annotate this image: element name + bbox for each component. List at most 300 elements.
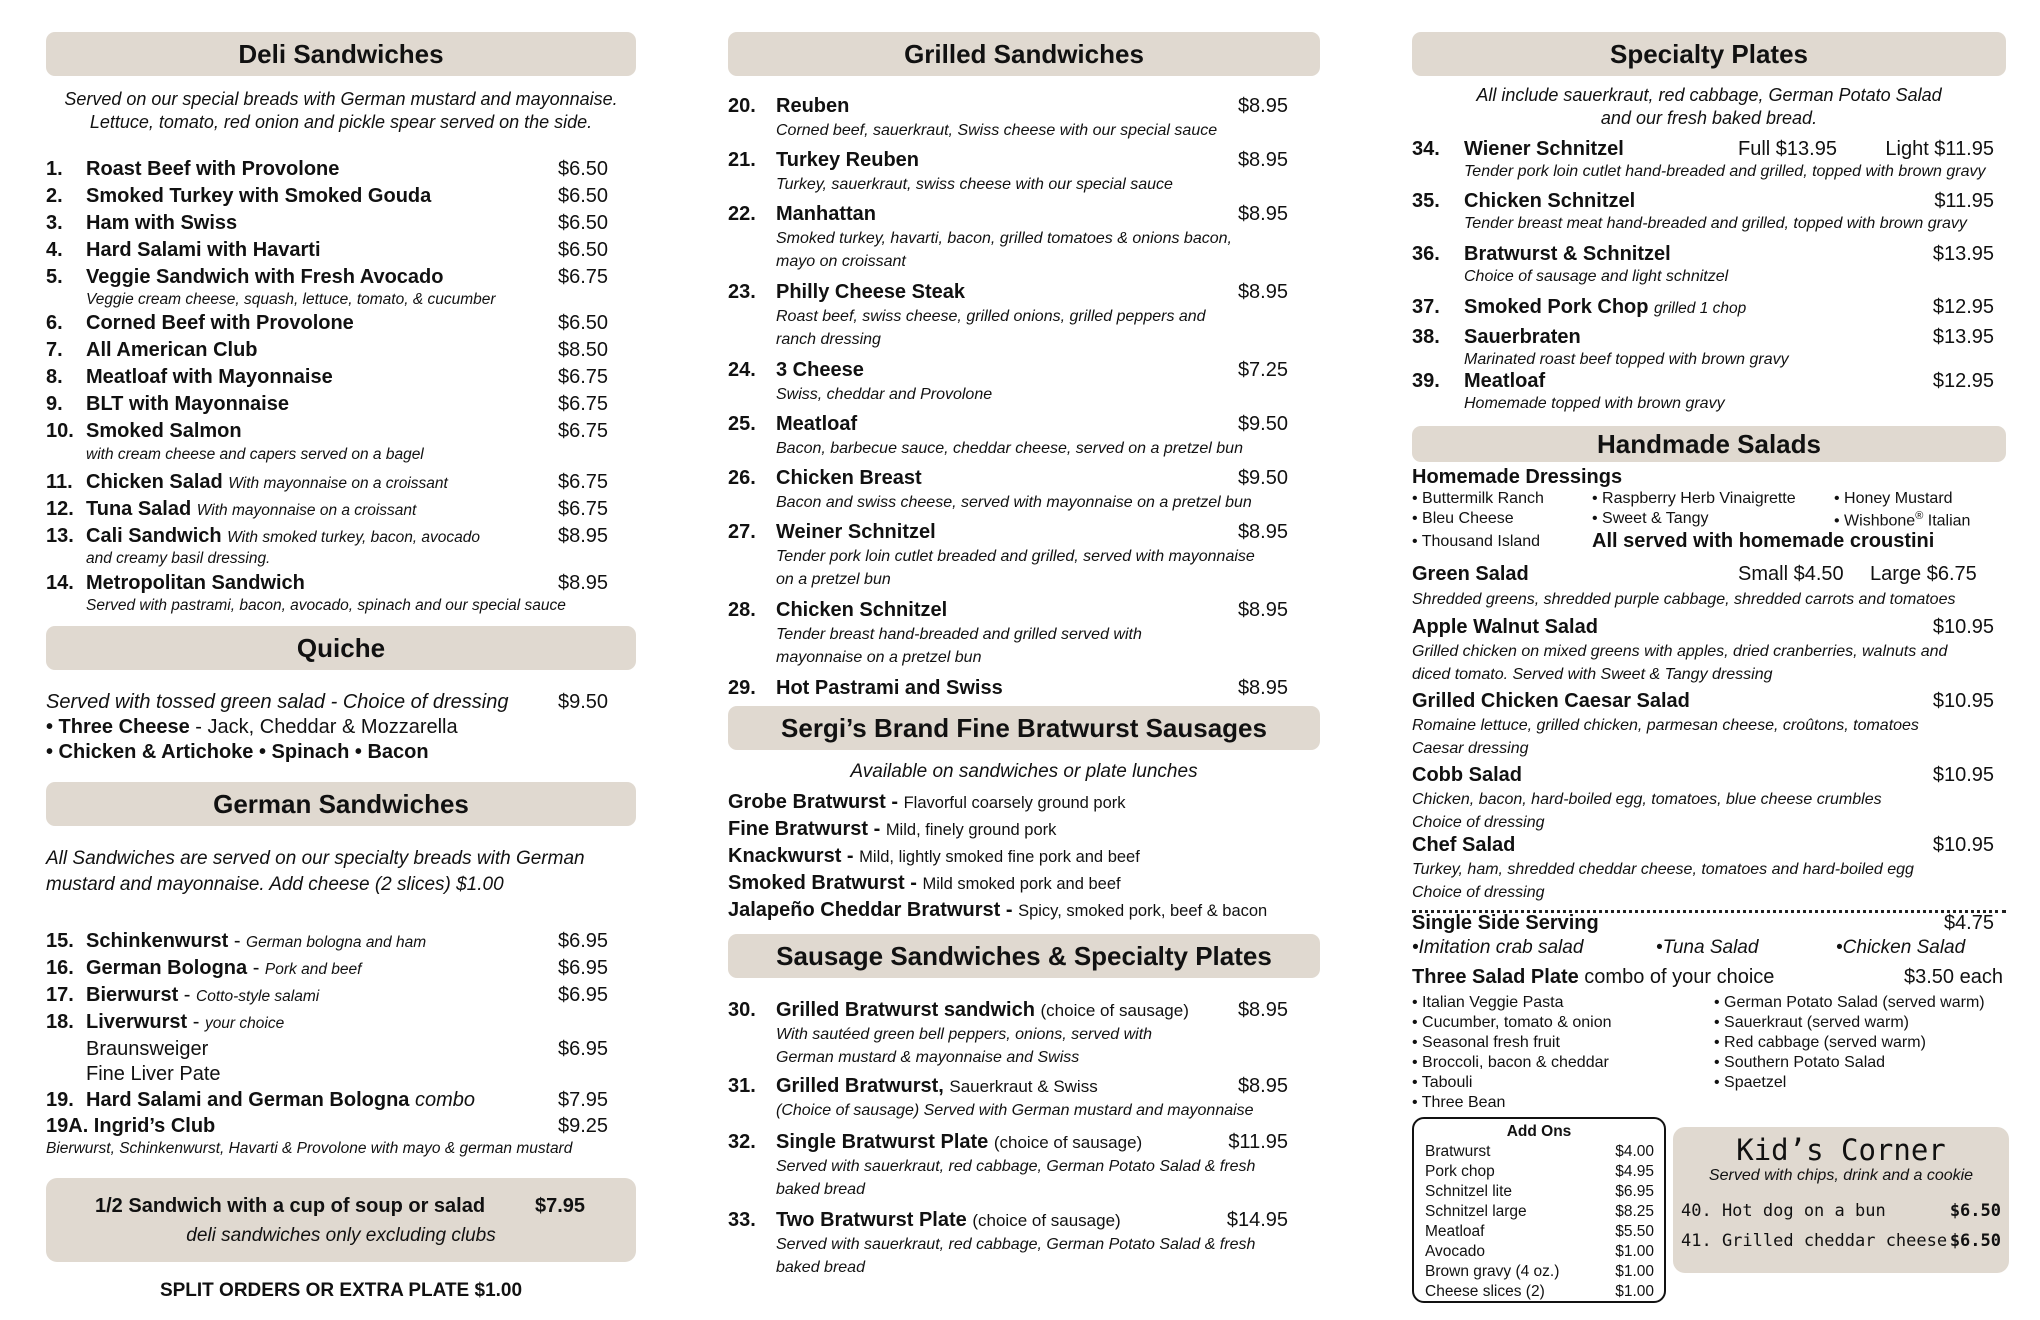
item-name: Chicken Breast: [776, 467, 922, 489]
quiche-title: Quiche: [296, 632, 386, 663]
liverwurst-braunsweiger: Braunsweiger: [86, 1038, 209, 1060]
item-name: Turkey Reuben: [776, 149, 919, 171]
item-desc-line2: baked bread: [776, 1180, 865, 1198]
item-price: $6.75: [558, 366, 609, 388]
item-name-text: Chicken Salad: [86, 471, 223, 493]
item-number: 15.: [46, 930, 74, 952]
sausage-desc: Flavorful coarsely ground pork: [903, 794, 1126, 812]
item-price: $9.50: [1237, 467, 1288, 489]
addon-price: $1.00: [1615, 1263, 1654, 1280]
side-option: • Red cabbage (served warm): [1714, 1034, 1926, 1051]
dressing-thousand-island: • Thousand Island: [1412, 533, 1541, 550]
item-name: [86, 419, 242, 443]
side-option: • Tabouli: [1412, 1074, 1473, 1091]
salad-desc-line2: Choice of dressing: [1412, 884, 1545, 901]
single-side-tuna: •Tuna Salad: [1656, 937, 1759, 958]
item-number: 14.: [46, 572, 74, 594]
dressing-buttermilk-ranch: • Buttermilk Ranch: [1412, 490, 1544, 507]
item-desc: [776, 1024, 1290, 1069]
item-desc-line1: Smoked turkey, havarti, bacon, grilled tomatoes & onions bacon,: [776, 230, 1232, 247]
item-name-text: Smoked Turkey with Smoked Gouda: [86, 185, 432, 207]
specialty-intro-line1: All include sauerkraut, red cabbage, German Potato Salad: [1476, 85, 1942, 105]
item-desc-line2: on a pretzel bun: [776, 570, 891, 588]
item-name: Weiner Schnitzel: [776, 521, 936, 543]
item-name-text: Smoked Pork Chop: [1464, 296, 1649, 318]
item-price: $6.50: [558, 158, 609, 180]
kids-item: [1681, 1201, 2001, 1221]
item-desc: [776, 492, 1290, 515]
item-number: 18.: [46, 1011, 74, 1033]
item-name-text: Sauerbraten: [1464, 326, 1581, 348]
item-desc: [776, 228, 1290, 273]
item-desc-line1: Swiss, cheddar and Provolone: [776, 386, 993, 403]
item-price: $6.75: [558, 393, 609, 415]
item-price: $13.95: [1932, 243, 1994, 265]
item-name-text: Meatloaf with Mayonnaise: [86, 366, 333, 388]
item-name: Reuben: [776, 95, 850, 117]
item-number: 25.: [728, 413, 756, 435]
item-number: 7.: [46, 339, 63, 361]
salad-desc-line1: Chicken, bacon, hard-boiled egg, tomatoes, blue cheese crumbles: [1412, 791, 1882, 808]
quiche-price: $9.50: [558, 691, 609, 713]
sausage-sep: -: [841, 845, 860, 867]
salad-desc-line2: diced tomato. Served with Sweet & Tangy dressing: [1412, 666, 1773, 683]
addon-row: [1425, 1203, 1654, 1223]
item-number: 35.: [1412, 190, 1440, 212]
deli-title: Deli Sandwiches: [238, 38, 444, 69]
item-desc-line2: mayo on croissant: [776, 252, 906, 270]
item-name: [1464, 295, 1746, 321]
item-inline-desc: With mayonnaise on a croissant: [228, 475, 448, 492]
item-name: [86, 365, 333, 389]
item-name-text: Tuna Salad: [86, 498, 192, 520]
half-sandwich-note: deli sandwiches only excluding clubs: [186, 1225, 496, 1246]
item-price: $13.95: [1932, 326, 1994, 348]
item-desc: [776, 1100, 1290, 1123]
dressing-sweet-tangy: • Sweet & Tangy: [1592, 510, 1709, 527]
item-name: 3 Cheese: [776, 359, 864, 381]
sausage-desc: Spicy, smoked pork, beef & bacon: [1018, 902, 1268, 920]
item-desc-line2: ranch dressing: [776, 330, 881, 348]
item-desc-line1: Tender breast hand-breaded and grilled served with: [776, 626, 1142, 643]
item-name: [86, 184, 431, 208]
item-desc: [776, 438, 1290, 461]
item-name: Hot Pastrami and Swiss: [776, 677, 1003, 699]
item-desc-line1: Corned beef, sauerkraut, Swiss cheese with our special sauce: [776, 122, 1218, 139]
sausage-sep: -: [868, 818, 886, 840]
quiche-banner: [46, 626, 636, 670]
half-sandwich-title: 1/2 Sandwich with a cup of soup or salad: [95, 1195, 486, 1217]
item-price: $12.95: [1932, 370, 1994, 392]
quiche-desc: Served with tossed green salad - Choice of dressing: [46, 691, 509, 713]
salad-price: $10.95: [1932, 764, 1994, 786]
item-name-text: Ham with Swiss: [86, 212, 238, 234]
item-desc: Homemade topped with brown gravy: [1464, 395, 1725, 412]
item-price: $8.95: [558, 525, 609, 547]
item-desc: Choice of sausage and light schnitzel: [1464, 268, 1729, 285]
addon-price: $1.00: [1615, 1243, 1654, 1260]
deli-banner: [46, 32, 636, 76]
addon-row: [1425, 1163, 1654, 1183]
side-option: • Broccoli, bacon & cheddar: [1412, 1054, 1609, 1071]
salads-banner: [1412, 426, 2006, 462]
salads-title: Handmade Salads: [1597, 428, 1821, 459]
salad-name: Cobb Salad: [1412, 764, 1523, 786]
salad-desc: [1412, 714, 1986, 760]
item-name: [86, 1088, 475, 1112]
deli-intro-line1: Served on our special breads with German mustard and mayonnaise.: [64, 89, 618, 109]
item-name: Manhattan: [776, 203, 876, 225]
item-number: 28.: [728, 599, 756, 621]
item-number: 5.: [46, 266, 63, 288]
item-name: [86, 1010, 284, 1036]
quiche-line3: • Chicken & Artichoke • Spinach • Bacon: [46, 741, 429, 763]
item-number: 32.: [728, 1131, 756, 1153]
item-desc: and creamy basil dressing.: [86, 550, 271, 567]
item-price: $8.95: [1237, 599, 1288, 621]
sergi-title: Sergi’s Brand Fine Bratwurst Sausages: [781, 712, 1267, 743]
item-name: [1464, 369, 1545, 393]
item-inline-desc: With mayonnaise on a croissant: [196, 502, 417, 519]
item-price: $8.95: [1237, 203, 1288, 225]
item-desc: Served with pastrami, bacon, avocado, spinach and our special sauce: [86, 597, 566, 614]
item-number: 20.: [728, 95, 756, 117]
green-salad-desc: Shredded greens, shredded purple cabbage, shredded carrots and tomatoes: [1412, 591, 1956, 608]
item-desc-line1: Bacon, barbecue sauce, cheddar cheese, served on a pretzel bun: [776, 440, 1243, 457]
item-inline-desc: your choice: [204, 1015, 285, 1032]
item-name: [86, 956, 361, 982]
item-number: 8.: [46, 366, 63, 388]
item-desc-line1: (Choice of sausage) Served with German mustard and mayonnaise: [776, 1102, 1254, 1119]
sausage-name: Grobe Bratwurst: [728, 791, 886, 813]
green-salad-small: Small $4.50: [1738, 563, 1844, 585]
item-number: 3.: [46, 212, 63, 234]
item-name-text: Bierwurst: [86, 984, 179, 1006]
wishbone-italian: Italian: [1923, 512, 1971, 530]
item-number: 16.: [46, 957, 74, 979]
item-name-text: Smoked Salmon: [86, 420, 242, 442]
item-name: 19A. Ingrid’s Club: [46, 1115, 216, 1137]
half-sandwich-price: $7.95: [535, 1195, 586, 1217]
dressings-title: Homemade Dressings: [1412, 466, 1623, 488]
item-name: [776, 1208, 1121, 1233]
dressing-honey-mustard: • Honey Mustard: [1834, 490, 1953, 507]
specialty-intro: [1412, 84, 2006, 130]
item-desc: [776, 120, 1290, 143]
addon-row: [1425, 1143, 1654, 1163]
sausage-variety: [728, 844, 1140, 869]
addon-name: Brown gravy (4 oz.): [1425, 1263, 1560, 1280]
item-desc: with cream cheese and capers served on a bagel: [86, 446, 424, 463]
sausage-sep: -: [885, 791, 904, 813]
item-number: 4.: [46, 239, 63, 261]
sausage-desc: Mild, finely ground pork: [885, 821, 1057, 839]
addon-name: Meatloaf: [1425, 1223, 1485, 1240]
sausage-desc: Mild, lightly smoked fine pork and beef: [859, 848, 1140, 866]
item-number: 27.: [728, 521, 756, 543]
specialty-banner: [1412, 32, 2006, 76]
quiche-three-cheese-desc: - Jack, Cheddar & Mozzarella: [189, 716, 458, 738]
three-salad-name: Three Salad Plate: [1412, 966, 1579, 988]
item-name-text: Hard Salami with Havarti: [86, 239, 321, 261]
item-inline-desc: With smoked turkey, bacon, avocado: [227, 529, 481, 546]
item-name-text: Hard Salami and German Bologna: [86, 1089, 410, 1111]
sausage-sep: -: [904, 872, 923, 894]
item-number: 22.: [728, 203, 756, 225]
side-option: • Seasonal fresh fruit: [1412, 1034, 1560, 1051]
item-number: 17.: [46, 984, 74, 1006]
item-price: $11.95: [1228, 1131, 1288, 1153]
item-number: 29.: [728, 677, 756, 699]
addon-price: $8.25: [1615, 1203, 1654, 1220]
three-salad-plate: [1412, 966, 1774, 989]
item-name: [86, 392, 289, 416]
dressing-raspberry: • Raspberry Herb Vinaigrette: [1592, 490, 1796, 507]
kids-item-name: 41. Grilled cheddar cheese: [1681, 1231, 1948, 1251]
item-name-text: Grilled Bratwurst sandwich: [776, 999, 1035, 1021]
item-name-text: Corned Beef with Provolone: [86, 312, 354, 334]
addon-name: Bratwurst: [1425, 1143, 1491, 1160]
salad-price: $10.95: [1932, 834, 1994, 856]
item-price: $6.75: [558, 266, 609, 288]
split-orders-note: SPLIT ORDERS OR EXTRA PLATE $1.00: [159, 1280, 523, 1301]
addon-row: [1425, 1243, 1654, 1263]
german-intro: [46, 846, 585, 898]
item-desc-line1: Turkey, sauerkraut, swiss cheese with our special sauce: [776, 176, 1173, 193]
item-name: [86, 157, 339, 181]
item-price: $9.50: [1237, 413, 1288, 435]
item-price: $6.95: [558, 930, 609, 952]
item-number: 34.: [1412, 138, 1440, 160]
salad-name: Apple Walnut Salad: [1412, 616, 1598, 638]
item-name-text: Roast Beef with Provolone: [86, 158, 340, 180]
item-name: [86, 571, 305, 595]
sausage-desc: Mild smoked pork and beef: [922, 875, 1121, 893]
item-name-text: Wiener Schnitzel: [1464, 138, 1624, 160]
item-price: $6.95: [558, 957, 609, 979]
item-sep: -: [228, 930, 247, 952]
german-intro-line1: All Sandwiches are served on our specialty breads with German: [46, 848, 585, 869]
item-desc-line2: German mustard & mayonnaise and Swiss: [776, 1048, 1080, 1066]
item-number: 21.: [728, 149, 756, 171]
grilled-banner: [728, 32, 1320, 76]
ingrids-club-desc: Bierwurst, Schinkenwurst, Havarti & Provolone with mayo & german mustard: [46, 1140, 573, 1157]
item-number: 11.: [46, 471, 73, 493]
item-name: Chicken Schnitzel: [776, 599, 948, 621]
addon-name: Schnitzel large: [1425, 1203, 1527, 1220]
item-number: 2.: [46, 185, 63, 207]
item-number: 1.: [46, 158, 63, 180]
item-name-text: Metropolitan Sandwich: [86, 572, 305, 594]
dressing-bleu-cheese: • Bleu Cheese: [1412, 510, 1514, 527]
single-side-crab: •Imitation crab salad: [1412, 937, 1584, 958]
item-name: [1464, 325, 1581, 349]
wishbone-text: • Wishbone: [1834, 512, 1916, 530]
item-desc: Tender breast meat hand-breaded and grilled, topped with brown gravy: [1464, 215, 1967, 232]
item-price: $14.95: [1226, 1209, 1288, 1231]
item-price: $8.95: [1237, 149, 1288, 171]
item-sep: -: [178, 984, 197, 1006]
sausage-variety: [728, 898, 1267, 923]
item-number: 10.: [46, 420, 74, 442]
item-price: $6.75: [558, 498, 609, 520]
item-desc: [776, 306, 1290, 351]
item-number: 31.: [728, 1075, 756, 1097]
item-name: [86, 211, 237, 235]
item-number: 9.: [46, 393, 63, 415]
specialty-title: Specialty Plates: [1610, 38, 1808, 69]
item-inline-desc: German bologna and ham: [246, 934, 427, 951]
sausage-sep: -: [1000, 899, 1019, 921]
item-desc-line2: baked bread: [776, 1258, 865, 1276]
item-desc-line1: Tender pork loin cutlet breaded and grilled, served with mayonnaise: [776, 548, 1255, 565]
item-name: [86, 983, 319, 1009]
registered-mark: ®: [1915, 510, 1924, 522]
sausage-title: Sausage Sandwiches & Specialty Plates: [776, 940, 1272, 971]
item-number: 12.: [46, 498, 74, 520]
item-number: 19.: [46, 1089, 74, 1111]
item-name-text: All American Club: [86, 339, 258, 361]
croustini-note: All served with homemade croustini: [1592, 530, 1935, 552]
kids-title: Kid’s Corner: [1736, 1133, 1946, 1167]
item-price: $8.95: [558, 572, 609, 594]
sausage-variety: [728, 871, 1121, 896]
side-option: • Spaetzel: [1714, 1074, 1787, 1091]
item-number: 26.: [728, 467, 756, 489]
addon-price: $6.95: [1615, 1183, 1654, 1200]
item-sep: -: [247, 957, 265, 979]
german-title: German Sandwiches: [213, 788, 469, 819]
item-price: $8.95: [1237, 677, 1288, 699]
addons-title: Add Ons: [1506, 1123, 1572, 1140]
item-name: [86, 524, 480, 550]
sausage-variety: [728, 817, 1056, 842]
sausage-name: Fine Bratwurst: [728, 818, 869, 840]
salad-desc: [1412, 788, 1986, 834]
item-name: Philly Cheese Steak: [776, 281, 965, 303]
item-name: [86, 265, 443, 289]
item-name-text: German Bologna: [86, 957, 248, 979]
single-side-chicken: •Chicken Salad: [1836, 937, 1966, 958]
sausage-banner: [728, 934, 1320, 978]
salad-price: $10.95: [1932, 690, 1994, 712]
item-price-light: Light $11.95: [1885, 138, 1994, 160]
item-desc: [776, 546, 1290, 591]
half-sandwich-box: [46, 1178, 636, 1262]
item-price: $12.95: [1932, 296, 1994, 318]
item-price: $8.95: [1237, 95, 1288, 117]
salad-price: $10.95: [1932, 616, 1994, 638]
item-number: 23.: [728, 281, 756, 303]
item-desc: Marinated roast beef topped with brown gravy: [1464, 351, 1789, 368]
single-side-price: $4.75: [1943, 912, 1994, 934]
green-salad-name: Green Salad: [1412, 563, 1529, 585]
item-desc: [776, 1234, 1290, 1279]
kids-sub: Served with chips, drink and a cookie: [1708, 1167, 1974, 1184]
addon-name: Avocado: [1425, 1243, 1486, 1260]
item-desc: [776, 1156, 1290, 1201]
item-price: $6.95: [558, 984, 609, 1006]
sausage-name: Smoked Bratwurst: [728, 872, 905, 894]
sergi-intro: Available on sandwiches or plate lunches: [850, 761, 1198, 782]
salad-desc: [1412, 858, 1986, 904]
item-inline-desc: Cotto-style salami: [196, 988, 320, 1005]
german-banner: [46, 782, 636, 826]
sergi-banner: [728, 706, 1320, 750]
item-name-text: Schinkenwurst: [86, 930, 229, 952]
item-desc-line1: Served with sauerkraut, red cabbage, German Potato Salad & fresh: [776, 1236, 1256, 1253]
item-number: 36.: [1412, 243, 1440, 265]
item-price: $7.95: [558, 1089, 609, 1111]
item-name: [776, 1074, 1098, 1099]
item-name-text: Chicken Schnitzel: [1464, 190, 1636, 212]
quiche-line2: [46, 715, 636, 739]
salad-name: Chef Salad: [1412, 834, 1516, 856]
item-price: $8.95: [1237, 281, 1288, 303]
item-desc-line1: Roast beef, swiss cheese, grilled onions, grilled peppers and: [776, 308, 1206, 325]
item-price: $8.95: [1237, 1075, 1288, 1097]
three-salad-price: $3.50 each: [1904, 966, 2003, 988]
addon-price: $4.95: [1615, 1163, 1654, 1180]
item-name-text: Two Bratwurst Plate: [776, 1209, 967, 1231]
addon-name: Schnitzel lite: [1425, 1183, 1513, 1200]
item-number: 6.: [46, 312, 63, 334]
addon-price: $4.00: [1615, 1143, 1654, 1160]
item-desc: Veggie cream cheese, squash, lettuce, tomato, & cucumber: [86, 291, 496, 308]
quiche-three-cheese: • Three Cheese: [46, 716, 190, 738]
addons-box: [1412, 1117, 1666, 1303]
side-option: • Southern Potato Salad: [1714, 1054, 1886, 1071]
item-inline-desc: (choice of sausage): [993, 1133, 1143, 1152]
item-inline: combo: [414, 1089, 476, 1111]
item-price: $11.95: [1934, 190, 1994, 212]
salad-desc-line1: Romaine lettuce, grilled chicken, parmesan cheese, croûtons, tomatoes: [1412, 717, 1919, 734]
green-salad-large: Large $6.75: [1870, 563, 1977, 585]
grilled-title: Grilled Sandwiches: [904, 38, 1144, 69]
item-price: $7.25: [1237, 359, 1288, 381]
item-number: 37.: [1412, 296, 1440, 318]
addon-row: [1425, 1183, 1654, 1203]
item-name-text: Cali Sandwich: [86, 525, 222, 547]
item-name-text: Meatloaf: [1464, 370, 1546, 392]
salad-desc-line2: Caesar dressing: [1412, 740, 1529, 757]
german-intro-line2: mustard and mayonnaise. Add cheese (2 slices) $1.00: [46, 874, 504, 895]
item-desc-line2: mayonnaise on a pretzel bun: [776, 648, 982, 666]
item-name: [1464, 137, 1624, 161]
item-price: $6.50: [558, 185, 609, 207]
kids-corner-box: [1673, 1127, 2009, 1273]
addon-row: [1425, 1263, 1654, 1283]
item-price: $8.95: [1237, 521, 1288, 543]
three-salad-rest: combo of your choice: [1578, 966, 1775, 988]
item-name-text: Veggie Sandwich with Fresh Avocado: [86, 266, 444, 288]
side-option: • Sauerkraut (served warm): [1714, 1014, 1909, 1031]
addon-name: Cheese slices (2): [1425, 1283, 1545, 1300]
side-option: • Cucumber, tomato & onion: [1412, 1014, 1612, 1031]
item-name: Meatloaf: [776, 413, 858, 435]
item-desc: Tender pork loin cutlet hand-breaded and grilled, topped with brown gravy: [1464, 163, 1986, 180]
item-price: $8.50: [558, 339, 609, 361]
item-inline-desc: grilled 1 chop: [1654, 300, 1747, 317]
item-price: $6.75: [558, 420, 609, 442]
item-number: 13.: [46, 525, 74, 547]
item-name-text: BLT with Mayonnaise: [86, 393, 289, 415]
item-price: $8.95: [1237, 999, 1288, 1021]
specialty-intro-line2: and our fresh baked bread.: [1600, 108, 1818, 128]
item-inline-desc: (choice of sausage): [1040, 1001, 1189, 1020]
item-name-text: Single Bratwurst Plate: [776, 1131, 989, 1153]
salad-desc-line1: Turkey, ham, shredded cheddar cheese, tomatoes and hard-boiled egg: [1412, 861, 1914, 878]
